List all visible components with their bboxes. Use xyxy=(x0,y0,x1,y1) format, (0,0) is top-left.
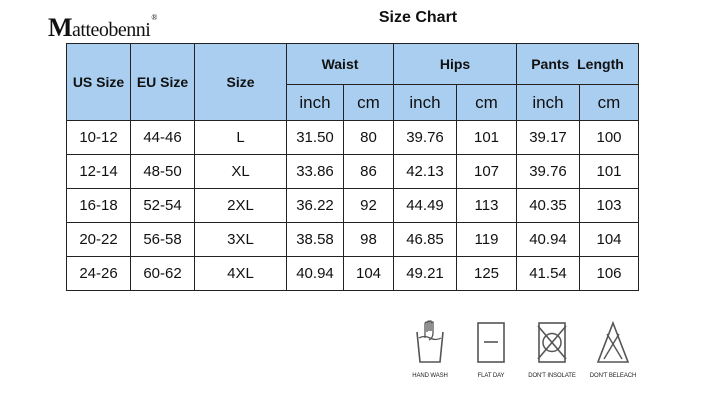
cell-length-inch: 40.94 xyxy=(517,223,580,257)
table-row xyxy=(67,155,639,189)
registered-mark: ® xyxy=(151,13,157,23)
cell-length-inch: 39.76 xyxy=(517,155,580,189)
cell-length-cm: 103 xyxy=(580,189,639,223)
cell-hips-inch: 49.21 xyxy=(394,257,457,291)
cell-waist-inch: 36.22 xyxy=(287,189,344,223)
cell-length-inch: 41.54 xyxy=(517,257,580,291)
brand-name-rest: atteobenni xyxy=(72,19,151,41)
cell-waist-inch: 40.94 xyxy=(287,257,344,291)
cell-length-cm: 101 xyxy=(580,155,639,189)
cell-waist-cm: 104 xyxy=(344,257,394,291)
page-title: Size Chart xyxy=(378,9,458,26)
cell-hips-cm: 125 xyxy=(457,257,517,291)
cell-size: 3XL xyxy=(195,223,287,257)
table-row xyxy=(67,257,639,291)
cell-length-cm: 106 xyxy=(580,257,639,291)
unit-waist-inch: inch xyxy=(287,85,344,121)
flat-dry-icon xyxy=(459,318,523,368)
cell-eu-size: 60-62 xyxy=(131,257,195,291)
size-table xyxy=(66,43,639,291)
dont-bleach-icon xyxy=(581,318,645,368)
care-hand-wash xyxy=(398,318,462,379)
cell-eu-size: 52-54 xyxy=(131,189,195,223)
care-dont-bleach xyxy=(581,318,645,379)
cell-us-size: 12-14 xyxy=(67,155,131,189)
table-row xyxy=(67,189,639,223)
header-waist: Waist xyxy=(287,44,394,85)
table-row xyxy=(67,223,639,257)
cell-us-size: 10-12 xyxy=(67,121,131,155)
cell-hips-inch: 46.85 xyxy=(394,223,457,257)
cell-length-inch: 39.17 xyxy=(517,121,580,155)
cell-size: L xyxy=(195,121,287,155)
cell-length-inch: 40.35 xyxy=(517,189,580,223)
cell-waist-inch: 33.86 xyxy=(287,155,344,189)
cell-length-cm: 100 xyxy=(580,121,639,155)
care-flat-dry xyxy=(459,318,523,379)
cell-waist-inch: 38.58 xyxy=(287,223,344,257)
cell-hips-inch: 42.13 xyxy=(394,155,457,189)
cell-us-size: 20-22 xyxy=(67,223,131,257)
cell-hips-cm: 119 xyxy=(457,223,517,257)
header-size: Size xyxy=(195,44,287,121)
cell-waist-cm: 98 xyxy=(344,223,394,257)
cell-us-size: 16-18 xyxy=(67,189,131,223)
cell-eu-size: 48-50 xyxy=(131,155,195,189)
cell-length-cm: 104 xyxy=(580,223,639,257)
cell-hips-cm: 101 xyxy=(457,121,517,155)
care-label: DON'T INSOLATE xyxy=(528,373,576,379)
cell-hips-cm: 113 xyxy=(457,189,517,223)
cell-hips-cm: 107 xyxy=(457,155,517,189)
unit-length-cm: cm xyxy=(580,85,639,121)
cell-size: XL xyxy=(195,155,287,189)
care-label: FLAT DAY xyxy=(477,373,505,379)
brand-logo xyxy=(48,13,156,43)
header-eu-size: EU Size xyxy=(131,44,195,121)
table-row xyxy=(67,121,639,155)
unit-hips-cm: cm xyxy=(457,85,517,121)
brand-first-letter: M xyxy=(48,13,73,42)
cell-us-size: 24-26 xyxy=(67,257,131,291)
care-label: DON'T BELEACH xyxy=(589,373,637,379)
cell-hips-inch: 39.76 xyxy=(394,121,457,155)
header-us-size: US Size xyxy=(67,44,131,121)
cell-hips-inch: 44.49 xyxy=(394,189,457,223)
cell-eu-size: 44-46 xyxy=(131,121,195,155)
cell-waist-cm: 80 xyxy=(344,121,394,155)
cell-size: 4XL xyxy=(195,257,287,291)
cell-eu-size: 56-58 xyxy=(131,223,195,257)
dont-sun-dry-icon xyxy=(520,318,584,368)
care-dont-insolate xyxy=(520,318,584,379)
header-hips: Hips xyxy=(394,44,517,85)
cell-waist-inch: 31.50 xyxy=(287,121,344,155)
cell-size: 2XL xyxy=(195,189,287,223)
hand-wash-icon xyxy=(398,318,462,368)
care-label: HAND WASH xyxy=(412,373,448,379)
header-pants-length: Pants Length xyxy=(517,44,639,85)
cell-waist-cm: 92 xyxy=(344,189,394,223)
unit-length-inch: inch xyxy=(517,85,580,121)
unit-hips-inch: inch xyxy=(394,85,457,121)
cell-waist-cm: 86 xyxy=(344,155,394,189)
unit-waist-cm: cm xyxy=(344,85,394,121)
